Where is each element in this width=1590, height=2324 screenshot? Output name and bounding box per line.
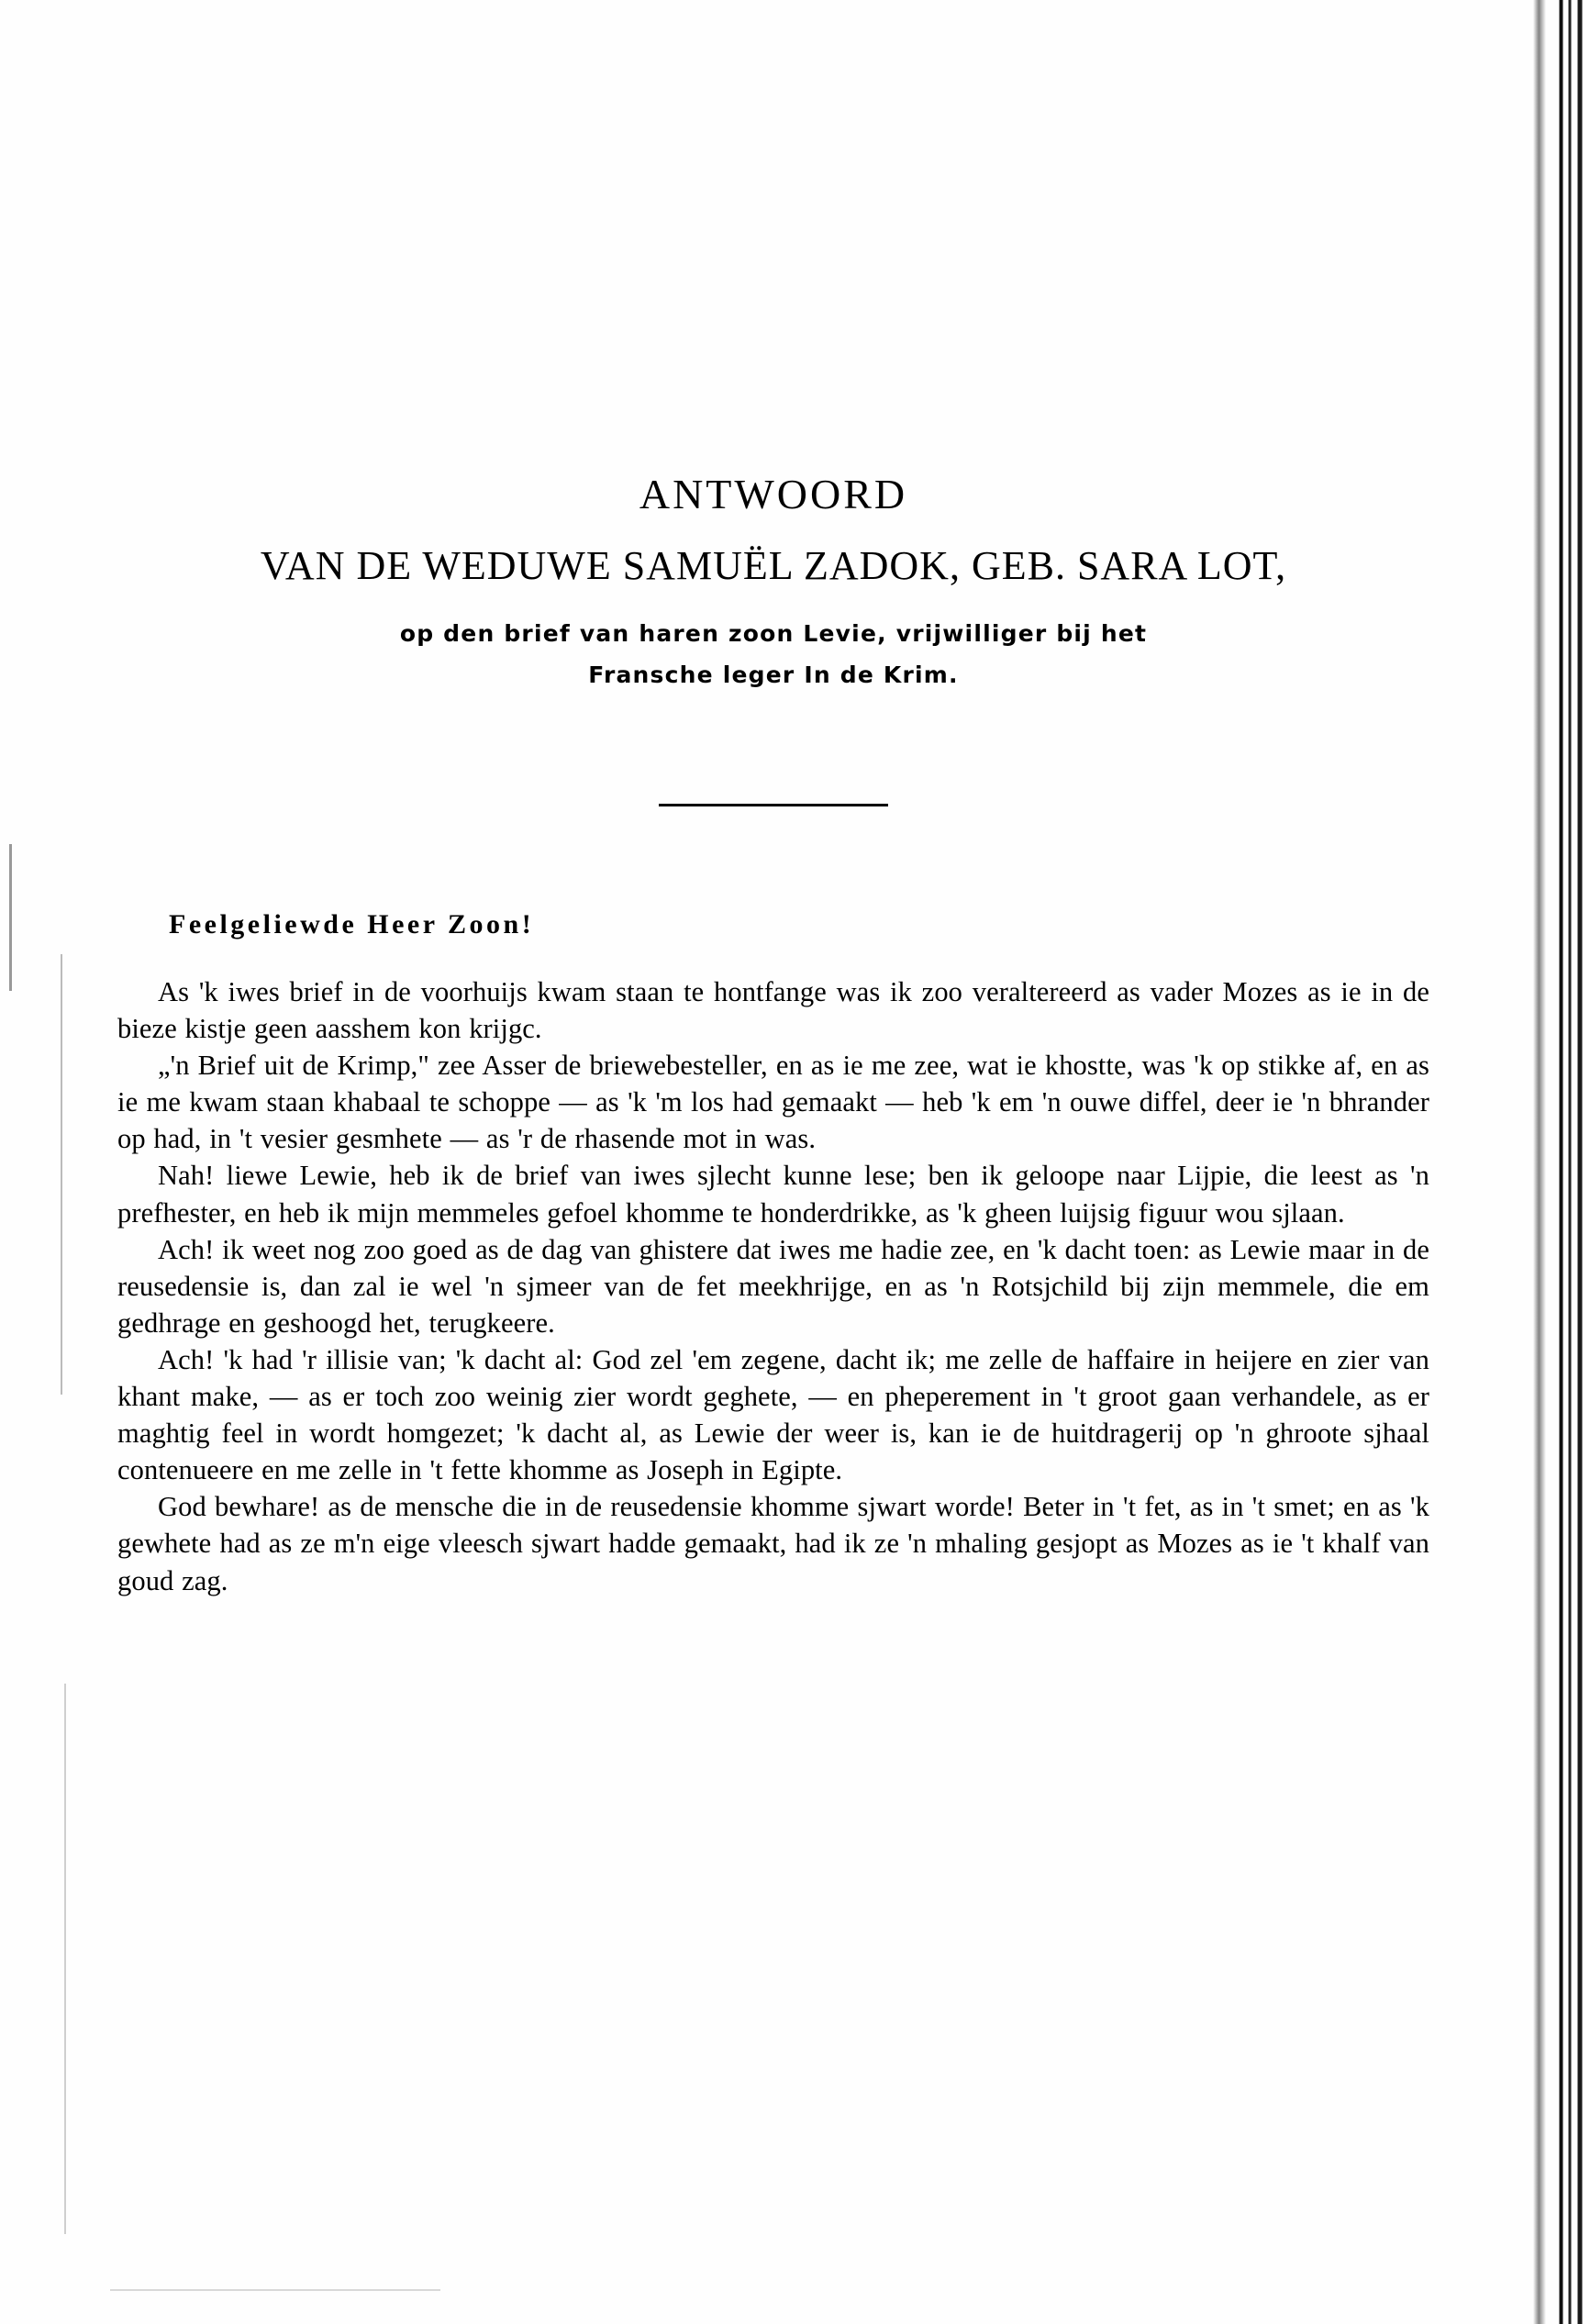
paragraph: Ach! 'k had 'r illisie van; 'k dacht al: God zel 'em zegene, dacht ik; me zelle de haffaire in heijere en zier van khant make, — as er toch zoo weinig zier wordt geghete, — en pheperement in 't groot gaan verhandele, as er maghtig feel in wordt homgezet; 'k dacht al, as Lewie der weer is, kan ie de huitdragerij op 'n ghroote sjhaal contenueere en me zelle in 't fette khomme as Joseph in Egipte. <box>117 1343 1429 1486</box>
left-margin-mark-middle <box>61 954 62 1395</box>
body-text <box>117 973 1429 1599</box>
bottom-edge-mark <box>110 2289 440 2291</box>
paragraph: God bewhare! as de mensche die in de reusedensie khomme sjwart worde! Beter in 't fet, as in 't smet; en as 'k gewhete had as ze m'n eige vleesch sjwart hadde gemaakt, had ik ze 'n mhaling gesjopt as Mozes as ie 't khalf van goud zag. <box>117 1491 1429 1596</box>
paragraph: „'n Brief uit de Krimp," zee Asser de briewebesteller, en as ie me zee, wat ie khostte, was 'k op stikke af, en as ie me kwam staan khabaal te schoppe — as 'k 'm los had gemaakt — heb 'k em 'n ouwe diffel, deer ie 'n bhrander op had, in 't vesier gesmhete — as 'r de rhasende mot in was. <box>117 1050 1429 1155</box>
left-margin-mark-lower <box>64 1684 66 2234</box>
salutation: Feelgeliewde Heer Zoon! <box>169 909 535 940</box>
left-margin-mark-top <box>9 844 12 991</box>
horizontal-rule <box>659 804 888 806</box>
page-content <box>117 470 1429 1599</box>
page-subtitle: VAN DE WEDUWE SAMUËL ZADOK, GEB. SARA LOT, <box>260 543 1287 588</box>
page-title: ANTWOORD <box>639 471 908 517</box>
paragraph: Nah! liewe Lewie, heb ik de brief van iwes sjlecht kunne lese; ben ik geloope naar Lijpie, die leest as 'n prefhester, en heb ik mijn memmeles gefoel khomme te honderdrikke, as 'k gheen luijsig figuur wou sjlaan. <box>117 1160 1429 1229</box>
scan-edge-artifact <box>1553 0 1590 2324</box>
byline-line-2: Fransche leger In de Krim. <box>588 662 959 688</box>
paragraph: As 'k iwes brief in de voorhuijs kwam staan te hontfange was ik zoo veraltereerd as vader Mozes as ie in de bieze kistje geen aasshem kon krijgc. <box>117 976 1429 1045</box>
byline-line-1: op den brief van haren zoon Levie, vrijwilliger bij het <box>399 620 1148 647</box>
paragraph: Ach! ik weet nog zoo goed as de dag van ghistere dat iwes me hadie zee, en 'k dacht toen: as Lewie maar in de reusedensie is, dan zal ie wel 'n sjmeer van de fet meekhrijge, en as 'n Rotsjchild bij zijn memmele, die em gedhrage en geshoogd het, terugkeere. <box>117 1233 1429 1339</box>
scan-gutter-shadow <box>1533 0 1546 2324</box>
